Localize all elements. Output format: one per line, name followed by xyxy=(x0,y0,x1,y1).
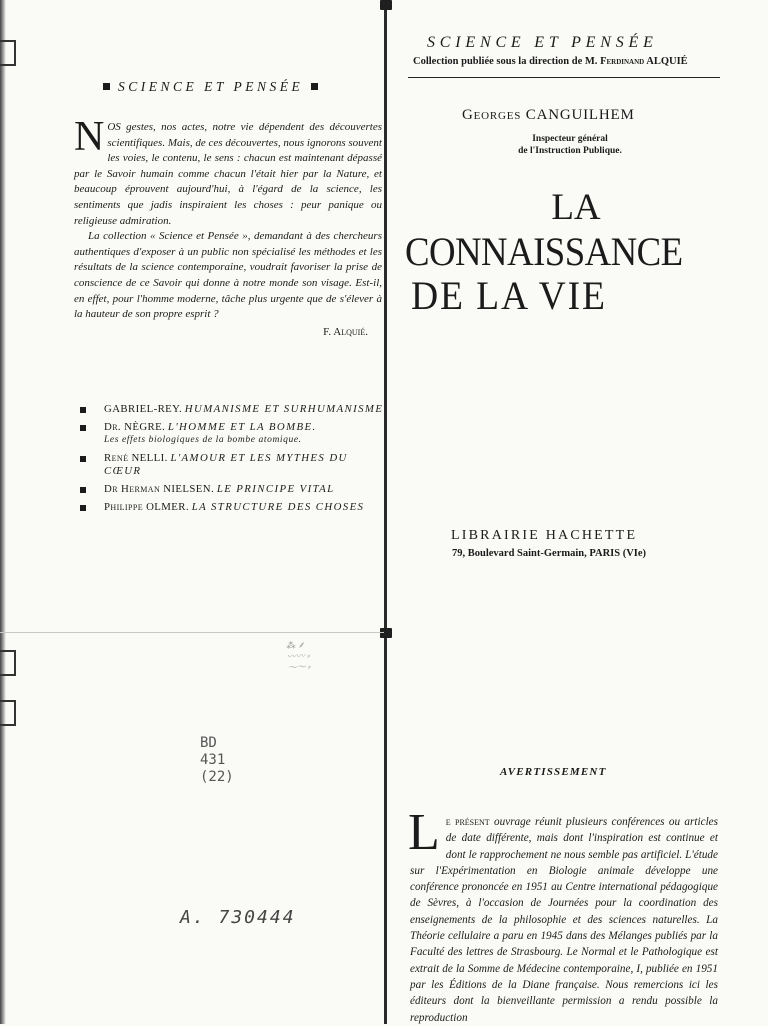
intro-text-1: OS gestes, nos actes, notre vie dépendent des découvertes scientifiques. Mais, de ces découvertes, nous ignorons souvent les voies, le contenu, le sens : chacun est maintenant dépassé par le Savoir humain comme chacun l'était hier par la Nature, et beaucoup éprouvent aujourd'hui, à l'égard de la science, les sentiments que jadis inspiraient les choses : peur panique ou religieuse admiration. xyxy=(74,121,382,227)
book-list xyxy=(78,403,386,519)
square-bullet-icon xyxy=(103,83,110,90)
collection-prefix: Collection publiée sous la direction de M. xyxy=(413,56,598,67)
shelf-mark-line: 431 xyxy=(200,752,226,768)
square-bullet-icon xyxy=(80,407,86,413)
list-item xyxy=(78,452,386,478)
list-item xyxy=(78,403,386,416)
edge-mark xyxy=(0,700,16,726)
book-author: Dr Herman NIELSEN. xyxy=(104,483,215,495)
edge-mark xyxy=(0,650,16,676)
book-author: Dr. NÈGRE. xyxy=(104,421,166,433)
series-header-text: SCIENCE ET PENSÉE xyxy=(118,79,304,94)
author-role-line: Inspecteur général xyxy=(532,134,608,144)
square-bullet-icon xyxy=(80,505,86,511)
edge-mark xyxy=(0,40,16,66)
foreword-smallcaps: e présent xyxy=(445,816,490,828)
square-bullet-icon xyxy=(311,83,318,90)
book-title: LA STRUCTURE DES CHOSES xyxy=(191,501,365,513)
book-title: L'AMOUR ET LES MYTHES DU CŒUR xyxy=(104,452,348,477)
shelf-mark-line: BD xyxy=(200,735,217,751)
left-edge-shadow xyxy=(0,0,6,1024)
publisher-name: LIBRAIRIE HACHETTE xyxy=(451,528,638,543)
list-item xyxy=(78,501,386,514)
square-bullet-icon xyxy=(80,456,86,462)
book-title: LE PRINCIPE VITAL xyxy=(216,483,335,495)
book-subtitle: Les effets biologiques de la bombe atomique. xyxy=(104,435,302,445)
intro-paragraph-2: La collection « Science et Pensée », demandant à des chercheurs authentiques d'exposer à un public non spécialisé les méthodes et les résultats de la science contemporaine, voudrait favoriser la prise de conscience de ce Savoir qui donne à notre monde son visage. Est-il, en effet, pour l'homme moderne, tâche plus urgente que de s'élever à la hauteur de son propre esprit ? xyxy=(74,230,382,321)
intro-signature: F. Alquié. xyxy=(323,325,368,338)
author-role xyxy=(500,134,640,157)
faded-stamp: ⁂ ⸙ 〰〰 ⸗ 〜〜 ⸗ xyxy=(286,639,312,673)
collection-line xyxy=(413,56,688,67)
drop-cap: L xyxy=(408,804,440,861)
author-role-line: de l'Instruction Publique. xyxy=(518,145,622,156)
shelf-mark-line: (22) xyxy=(200,769,234,785)
title-series-header: SCIENCE ET PENSÉE xyxy=(427,34,658,51)
drop-cap: N xyxy=(74,114,105,160)
shelf-mark xyxy=(200,735,234,786)
list-item xyxy=(78,421,386,447)
collection-intro xyxy=(74,114,382,340)
list-item xyxy=(78,483,386,496)
square-bullet-icon xyxy=(80,487,86,493)
publisher-address: 79, Boulevard Saint-Germain, PARIS (VIe) xyxy=(452,548,647,559)
book-title-line-2: CONNAISSANCE xyxy=(405,229,683,274)
foreword-heading: AVERTISSEMENT xyxy=(500,766,607,778)
book-title-line-3: DE LA VIE xyxy=(411,273,607,318)
foreword-body: ouvrage réunit plusieurs conférences ou articles de date différente, mais dont l'inspiration est continue et dont le rapprochement ne nous semble pas artificiel. L'étude sur l'Expérimentation en Biologie animale développe une conférence prononcée en 1951 au Centre international pédagogique de Sèvres, à l'occasion de Journées pour la coordination des enseignements de la philosophie et des sciences naturelles. La Théorie cellulaire a paru en 1945 dans des Mélanges publiés par la Faculté des lettres de Strasbourg. Le Normal et le Pathologique est extrait de la Somme de Médecine contemporaine, I, publiée en 1951 par les Éditions de la Diane française. Nous remercions ici les éditeurs dont la bienveillante permission a rendu possible la reproduction xyxy=(410,816,718,1024)
square-bullet-icon xyxy=(80,425,86,431)
book-author-name: Georges CANGUILHEM xyxy=(462,107,635,123)
book-author: René NELLI. xyxy=(104,452,168,464)
intro-paragraph-1 xyxy=(74,114,382,229)
book-title: HUMANISME ET SURHUMANISME xyxy=(184,403,384,415)
page-divider xyxy=(0,632,384,633)
collection-director: Ferdinand ALQUIÉ xyxy=(600,56,688,67)
left-series-header xyxy=(95,79,326,95)
foreword-text xyxy=(408,804,718,1026)
book-title-line-1: LA xyxy=(551,187,601,228)
book-author: Philippe OLMER. xyxy=(104,501,189,513)
book-author: GABRIEL-REY. xyxy=(104,403,183,415)
book-title: L'HOMME ET LA BOMBE. xyxy=(167,421,317,433)
fold-notch xyxy=(380,628,392,638)
accession-number: A. 730444 xyxy=(180,907,296,928)
fold-notch xyxy=(380,0,392,10)
title-rule xyxy=(408,77,720,78)
